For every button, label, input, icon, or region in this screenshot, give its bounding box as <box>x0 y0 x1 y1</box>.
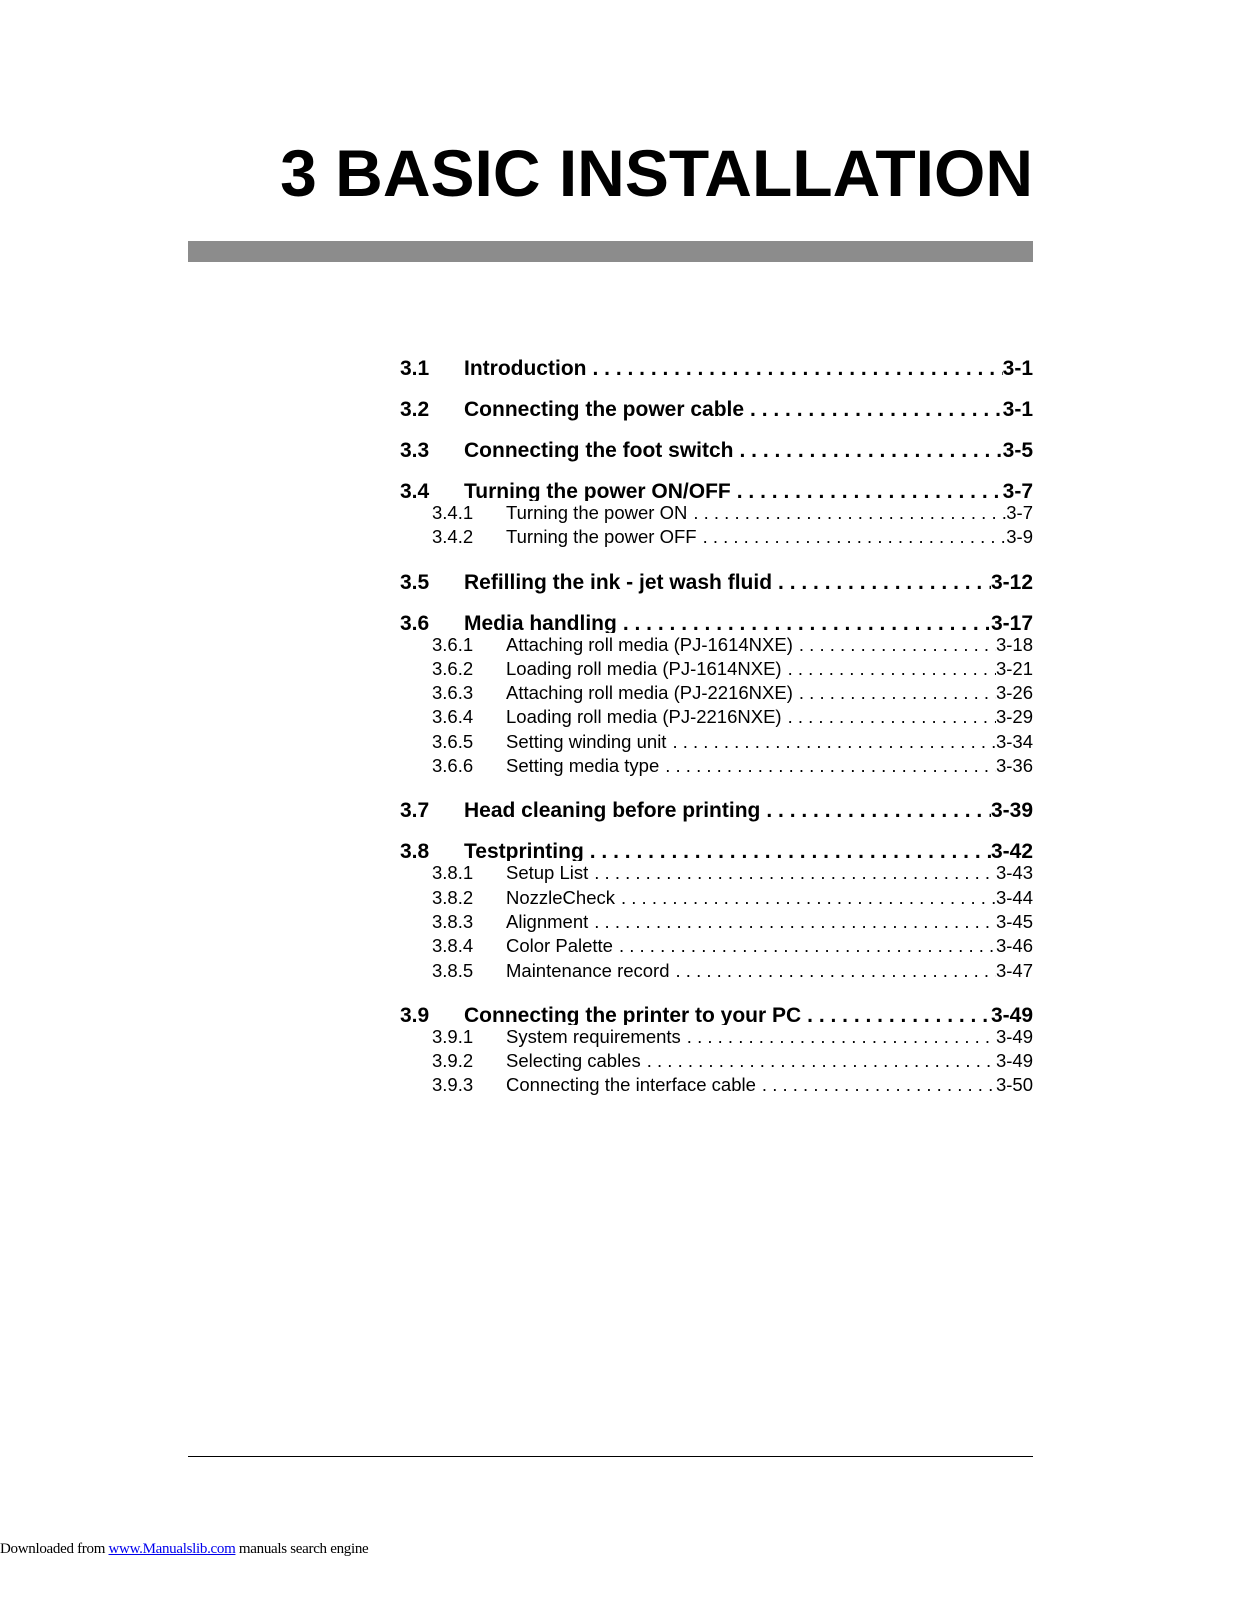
toc-subentry-page: 3-9 <box>1006 526 1033 548</box>
toc-entry-number: 3.3 <box>400 439 430 462</box>
toc-subentry-number: 3.9.1 <box>432 1025 474 1047</box>
toc-entry[interactable] <box>400 835 1033 861</box>
dot-leader <box>659 754 996 778</box>
toc-subentry[interactable] <box>400 681 1033 705</box>
table-of-contents <box>400 352 1033 1114</box>
dot-leader <box>801 999 991 1025</box>
toc-subentry-title: Setting media type <box>506 755 660 777</box>
dot-leader <box>588 861 996 885</box>
toc-section <box>400 475 1033 550</box>
toc-entry-page: 3-49 <box>990 1003 1033 1025</box>
toc-subentry-page: 3-43 <box>995 862 1033 884</box>
toc-entry-number: 3.7 <box>400 799 430 823</box>
toc-entry-title: Media handling <box>464 611 617 633</box>
toc-subentry-title: Maintenance record <box>506 959 670 981</box>
dot-leader <box>615 886 996 910</box>
toc-subentry-title: Color Palette <box>506 935 613 957</box>
toc-entry-number: 3.8 <box>400 840 430 862</box>
toc-subentry-number: 3.4.2 <box>432 526 474 548</box>
dot-leader <box>613 934 996 958</box>
toc-subentry-page: 3-46 <box>995 935 1033 957</box>
toc-subentry-title: Setup List <box>506 862 589 884</box>
toc-entry-title: Connecting the power cable <box>464 398 745 421</box>
toc-subentry-page: 3-47 <box>995 959 1033 981</box>
toc-subentry[interactable] <box>400 959 1033 983</box>
toc-subentry-page: 3-50 <box>995 1074 1033 1096</box>
toc-section <box>400 835 1033 982</box>
toc-entry[interactable] <box>400 794 1033 835</box>
toc-entry-page: 3-1 <box>1002 357 1033 380</box>
toc-entry[interactable] <box>400 352 1033 393</box>
toc-subentry-title: System requirements <box>506 1025 681 1047</box>
toc-subentry-title: Attaching roll media (PJ-1614NXE) <box>506 633 793 655</box>
toc-subentry-number: 3.9.3 <box>432 1074 474 1096</box>
toc-entry[interactable] <box>400 393 1033 434</box>
toc-subentry[interactable] <box>400 910 1033 934</box>
toc-subentry-number: 3.4.1 <box>432 502 474 523</box>
toc-subentry-page: 3-21 <box>995 657 1033 679</box>
toc-entry-page: 3-39 <box>990 799 1033 823</box>
dot-leader <box>617 607 991 633</box>
toc-entry-title: Connecting the printer to your PC <box>464 1003 802 1025</box>
toc-entry-title: Turning the power ON/OFF <box>464 480 731 501</box>
dot-leader <box>681 1025 996 1049</box>
toc-subentry-page: 3-45 <box>995 910 1033 932</box>
toc-subentry-page: 3-7 <box>1006 502 1033 523</box>
toc-subentry-title: NozzleCheck <box>506 886 615 908</box>
dot-leader <box>588 910 996 934</box>
dot-leader <box>782 657 996 681</box>
footer-divider <box>188 1456 1033 1457</box>
dot-leader <box>756 1073 996 1097</box>
toc-subentry-number: 3.8.2 <box>432 886 474 908</box>
toc-subentries <box>400 501 1033 550</box>
toc-subentry-title: Selecting cables <box>506 1050 641 1072</box>
toc-subentry-number: 3.8.3 <box>432 910 474 932</box>
toc-subentry[interactable] <box>400 1073 1033 1097</box>
toc-entry-title: Testprinting <box>464 840 584 862</box>
toc-subentries <box>400 633 1033 779</box>
toc-section <box>400 607 1033 779</box>
toc-subentry-number: 3.8.5 <box>432 959 474 981</box>
toc-entry-page: 3-7 <box>1002 480 1033 501</box>
toc-subentry-page: 3-29 <box>995 706 1033 728</box>
toc-subentry-number: 3.9.2 <box>432 1050 474 1072</box>
dot-leader <box>584 835 991 861</box>
toc-entry-title: Refilling the ink - jet wash fluid <box>464 570 773 594</box>
toc-entry-page: 3-42 <box>990 840 1033 862</box>
toc-entry[interactable] <box>400 607 1033 633</box>
toc-subentry-title: Turning the power ON <box>506 502 688 523</box>
dot-leader <box>744 393 1003 427</box>
toc-subentry-number: 3.6.5 <box>432 730 474 752</box>
toc-subentry[interactable] <box>400 705 1033 729</box>
toc-subentry[interactable] <box>400 1049 1033 1073</box>
toc-entry[interactable] <box>400 475 1033 501</box>
dot-leader <box>793 633 996 657</box>
toc-subentry-page: 3-36 <box>995 755 1033 777</box>
toc-entry-page: 3-1 <box>1002 398 1033 421</box>
dot-leader <box>586 352 1002 386</box>
toc-entry[interactable] <box>400 999 1033 1025</box>
toc-subentry-page: 3-34 <box>995 730 1033 752</box>
toc-entry-number: 3.9 <box>400 1003 430 1025</box>
toc-subentry[interactable] <box>400 754 1033 778</box>
toc-subentry-page: 3-26 <box>995 682 1033 704</box>
toc-entry-page: 3-17 <box>990 611 1033 633</box>
toc-subentries <box>400 861 1033 982</box>
toc-subentry-number: 3.8.1 <box>432 862 474 884</box>
toc-section <box>400 434 1033 475</box>
dot-leader <box>697 525 1007 549</box>
toc-subentry-page: 3-18 <box>995 633 1033 655</box>
title-bar-divider <box>188 241 1033 262</box>
footer-suffix: manuals search engine <box>235 1541 369 1557</box>
toc-entry-page: 3-12 <box>990 570 1033 594</box>
dot-leader <box>772 566 991 600</box>
toc-subentry[interactable] <box>400 657 1033 681</box>
toc-subentry-title: Attaching roll media (PJ-2216NXE) <box>506 682 793 704</box>
toc-subentry[interactable] <box>400 633 1033 657</box>
toc-subentry-title: Setting winding unit <box>506 730 667 752</box>
toc-subentry[interactable] <box>400 861 1033 885</box>
toc-subentry-page: 3-49 <box>995 1050 1033 1072</box>
toc-entry-number: 3.4 <box>400 480 430 501</box>
dot-leader <box>687 501 1006 525</box>
manualslib-link[interactable]: www.Manualslib.com <box>108 1541 236 1557</box>
toc-entry[interactable] <box>400 566 1033 607</box>
toc-entry-page: 3-5 <box>1002 439 1033 462</box>
toc-subentries <box>400 1025 1033 1098</box>
dot-leader <box>641 1049 996 1073</box>
toc-entry-number: 3.5 <box>400 570 430 594</box>
footer-prefix: Downloaded from <box>0 1541 109 1557</box>
toc-subentry[interactable] <box>400 1025 1033 1049</box>
download-footer <box>0 1541 368 1558</box>
dot-leader <box>733 434 1002 468</box>
toc-subentry[interactable] <box>400 934 1033 958</box>
toc-subentry-number: 3.6.4 <box>432 706 474 728</box>
toc-section <box>400 393 1033 434</box>
toc-entry-number: 3.1 <box>400 357 430 380</box>
toc-subentry-number: 3.6.1 <box>432 633 474 655</box>
dot-leader <box>782 705 996 729</box>
toc-subentry-title: Connecting the interface cable <box>506 1074 756 1096</box>
toc-subentry-number: 3.6.2 <box>432 657 474 679</box>
dot-leader <box>793 681 996 705</box>
toc-subentry-title: Alignment <box>506 910 589 932</box>
toc-subentry-title: Loading roll media (PJ-1614NXE) <box>506 657 782 679</box>
toc-section <box>400 999 1033 1098</box>
toc-section <box>400 352 1033 393</box>
toc-section <box>400 566 1033 607</box>
toc-subentry[interactable] <box>400 501 1033 525</box>
toc-subentry[interactable] <box>400 886 1033 910</box>
toc-section <box>400 794 1033 835</box>
toc-subentry-title: Loading roll media (PJ-2216NXE) <box>506 706 782 728</box>
toc-subentry-page: 3-44 <box>995 886 1033 908</box>
toc-subentry-number: 3.6.3 <box>432 682 474 704</box>
toc-subentry-number: 3.8.4 <box>432 935 474 957</box>
toc-entry-title: Head cleaning before printing <box>464 799 761 823</box>
dot-leader <box>760 794 991 828</box>
dot-leader <box>670 959 996 983</box>
toc-subentry-page: 3-49 <box>995 1025 1033 1047</box>
toc-entry-number: 3.2 <box>400 398 430 421</box>
toc-entry-title: Introduction <box>464 357 587 380</box>
chapter-title: 3 BASIC INSTALLATION <box>280 136 1033 210</box>
toc-subentry[interactable] <box>400 525 1033 549</box>
toc-subentry-title: Turning the power OFF <box>506 526 697 548</box>
toc-subentry[interactable] <box>400 730 1033 754</box>
toc-subentry-number: 3.6.6 <box>432 755 474 777</box>
dot-leader <box>731 475 1003 501</box>
toc-entry-number: 3.6 <box>400 611 430 633</box>
toc-entry[interactable] <box>400 434 1033 475</box>
dot-leader <box>666 730 996 754</box>
toc-entry-title: Connecting the foot switch <box>464 439 734 462</box>
